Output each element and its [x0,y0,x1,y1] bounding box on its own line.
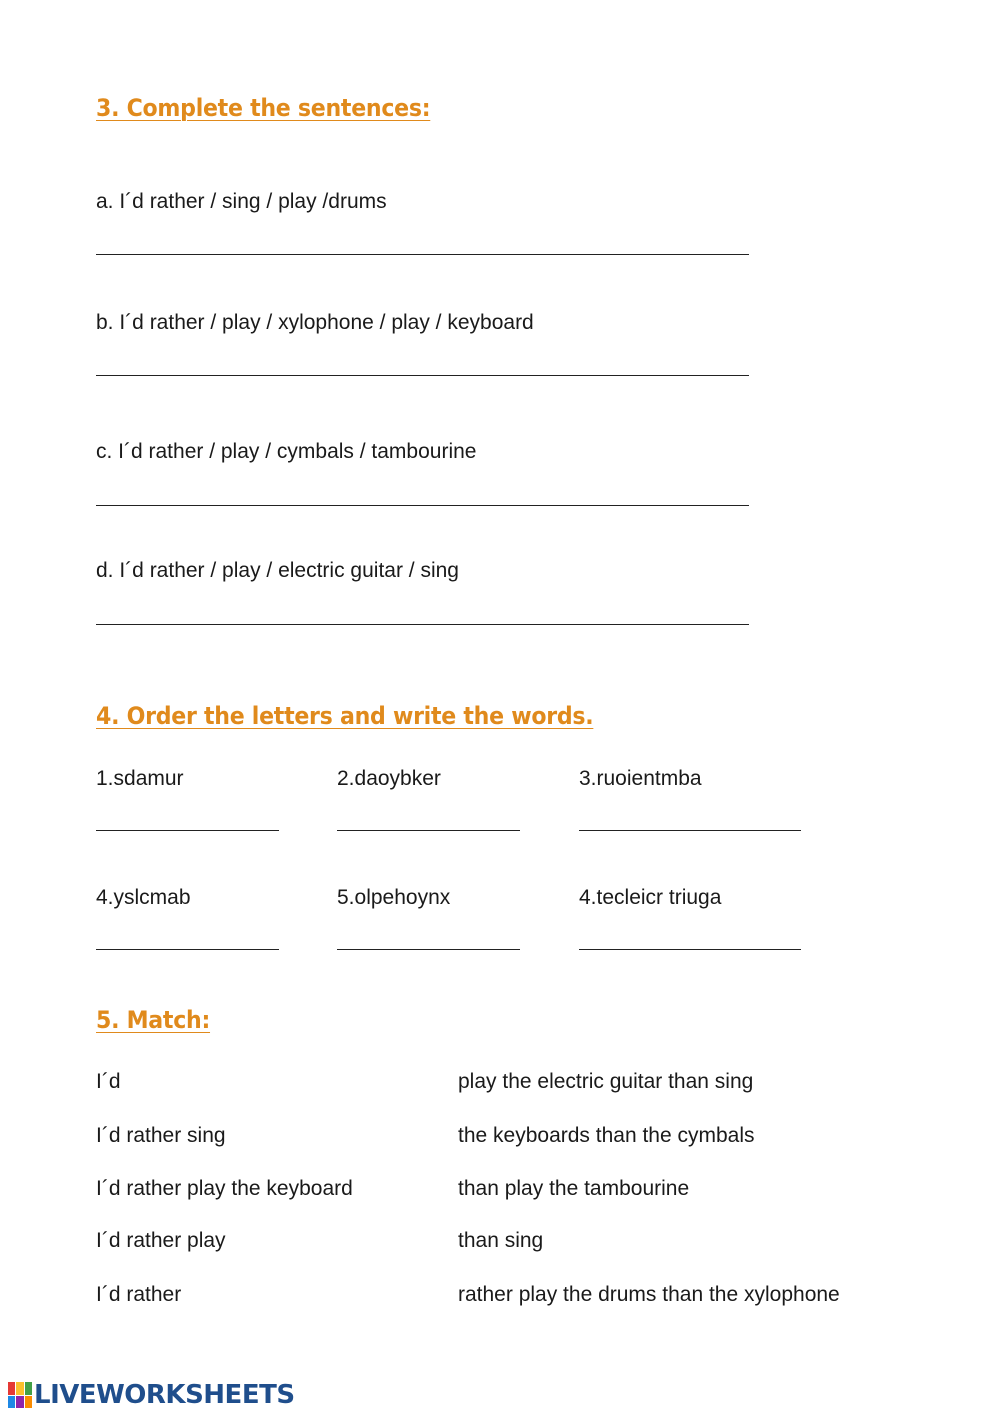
match-right-2[interactable]: the keyboards than the cymbals [458,1124,755,1147]
answer-line-b[interactable] [96,375,749,376]
scrambled-word-6: 4.tecleicr triuga [579,886,722,909]
match-left-2[interactable]: I´d rather sing [96,1124,226,1147]
liveworksheets-logo [8,1380,295,1410]
section-3-title: 3. Complete the sentences: [96,94,431,122]
match-right-4[interactable]: than sing [458,1229,544,1252]
word-answer-line-2[interactable] [337,830,520,831]
match-left-5[interactable]: I´d rather [96,1283,182,1306]
sentence-prompt-b: b. I´d rather / play / xylophone / play / keyboard [96,311,534,334]
scrambled-word-3: 3.ruoientmba [579,767,702,790]
match-right-3[interactable]: than play the tambourine [458,1177,690,1200]
match-left-1[interactable]: I´d [96,1070,121,1093]
scrambled-word-4: 4.yslcmab [96,886,191,909]
section-5-title: 5. Match: [96,1006,211,1034]
scrambled-word-2: 2.daoybker [337,767,441,790]
section-4-title: 4. Order the letters and write the words. [96,702,594,730]
match-left-4[interactable]: I´d rather play [96,1229,226,1252]
answer-line-d[interactable] [96,624,749,625]
word-answer-line-6[interactable] [579,949,801,950]
sentence-prompt-c: c. I´d rather / play / cymbals / tambourine [96,440,477,463]
sentence-prompt-a: a. I´d rather / sing / play /drums [96,190,387,213]
match-right-5[interactable]: rather play the drums than the xylophone [458,1283,840,1306]
match-right-1[interactable]: play the electric guitar than sing [458,1070,754,1093]
word-answer-line-5[interactable] [337,949,520,950]
word-answer-line-3[interactable] [579,830,801,831]
word-answer-line-4[interactable] [96,949,279,950]
scrambled-word-1: 1.sdamur [96,767,184,790]
logo-text: LIVEWORKSHEETS [34,1380,295,1410]
answer-line-a[interactable] [96,254,749,255]
scrambled-word-5: 5.olpehoynx [337,886,451,909]
sentence-prompt-d: d. I´d rather / play / electric guitar / sing [96,559,459,582]
word-answer-line-1[interactable] [96,830,279,831]
logo-blocks-icon [8,1382,32,1408]
match-left-3[interactable]: I´d rather play the keyboard [96,1177,353,1200]
answer-line-c[interactable] [96,505,749,506]
